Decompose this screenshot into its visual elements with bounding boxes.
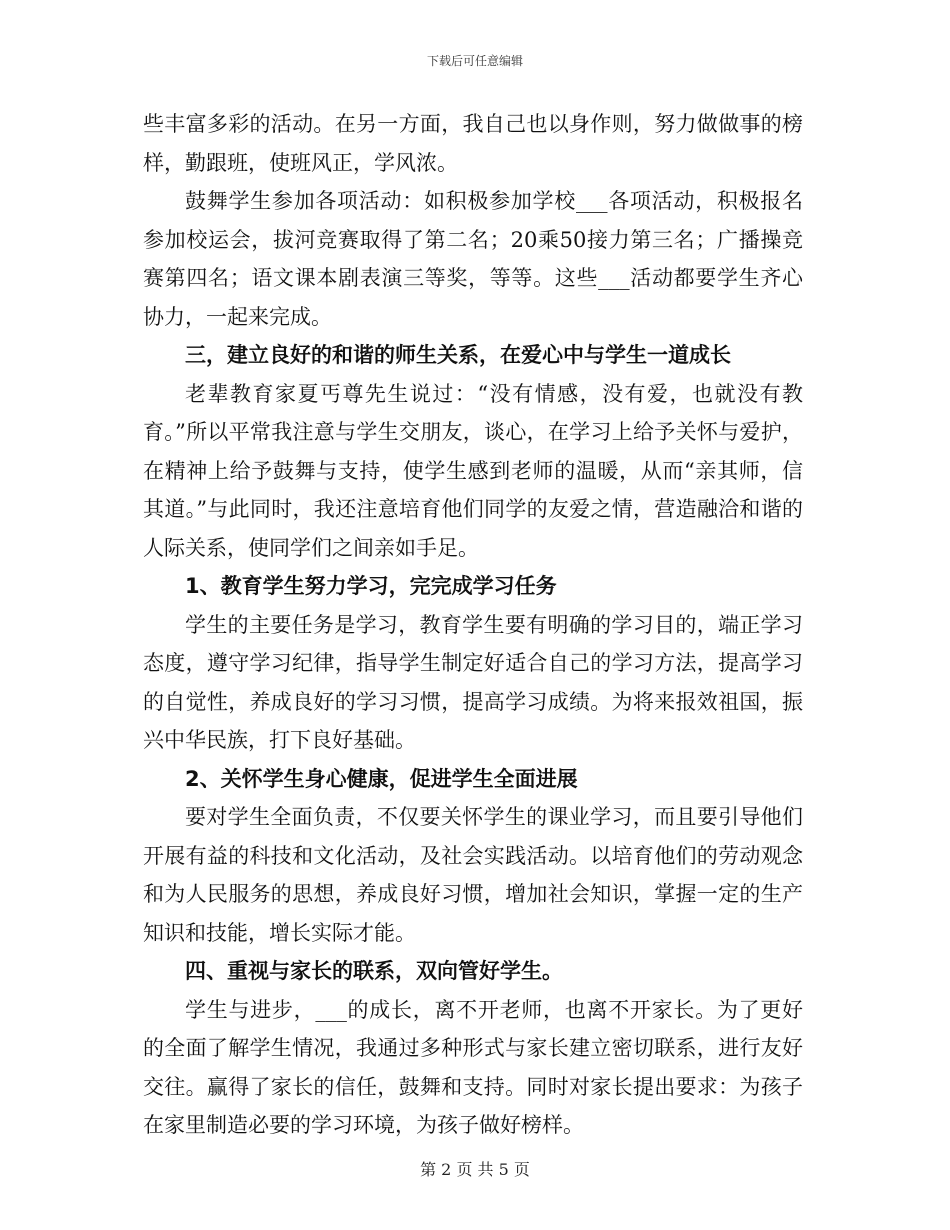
- paragraph-activities: 鼓舞学生参加各项活动：如积极参加学校___各项活动，积极报名参加校运会，拔河竞赛取得了第二名；20乘50接力第三名；广播操竞赛第四名；语文课本剧表演三等奖，等等。这些___活动都要学生齐心协力，一起来完成。: [143, 189, 803, 329]
- document-body: [143, 105, 803, 1145]
- paragraph-health: 要对学生全面负责，不仅要关怀学生的课业学习，而且要引导他们开展有益的科技和文化活动，及社会实践活动。以培育他们的劳动观念和为人民服务的思想，养成良好习惯，增加社会知识，掌握一定的生产知识和技能，增长实际才能。: [143, 805, 803, 945]
- paragraph-study: 学生的主要任务是学习，教育学生要有明确的学习目的，端正学习态度，遵守学习纪律，指导学生制定好适合自己的学习方法，提高学习的自觉性，养成良好的学习习惯，提高学习成绩。为将来报效祖国，振兴中华民族，打下良好基础。: [143, 612, 803, 752]
- section-heading-three: 三，建立良好的和谐的师生关系，在爱心中与学生一道成长: [185, 343, 731, 367]
- subheading-health: 2、关怀学生身心健康，促进学生全面进展: [185, 766, 578, 791]
- paragraph-parents: 学生与进步，___的成长，离不开老师，也离不开家长。为了更好的全面了解学生情况，我通过多种形式与家长建立密切联系，进行友好交往。赢得了家长的信任，鼓舞和支持。同时对家长提出要求：为孩子在家里制造必要的学习环境，为孩子做好榜样。: [143, 997, 803, 1137]
- paragraph-teacher-student: 老辈教育家夏丐尊先生说过：“没有情感，没有爱，也就没有教育。”所以平常我注意与学生交朋友，谈心，在学习上给予关怀与爱护，在精神上给予鼓舞与支持，使学生感到老师的温暖，从而“亲其师，信其道。”与此同时，我还注意培育他们同学的友爱之情，营造融洽和谐的人际关系，使同学们之间亲如手足。: [143, 381, 803, 560]
- page-number-footer: 第 2 页 共 5 页: [420, 1160, 530, 1179]
- section-heading-four: 四、重视与家长的联系，双向管好学生。: [185, 959, 563, 983]
- subheading-study: 1、教育学生努力学习，完完成学习任务: [185, 574, 557, 598]
- paragraph-continued: 些丰富多彩的活动。在另一方面，我自己也以身作则，努力做做事的榜样，勤跟班，使班风正，学风浓。: [143, 112, 803, 175]
- page-header: 下载后可任意编辑: [426, 54, 523, 68]
